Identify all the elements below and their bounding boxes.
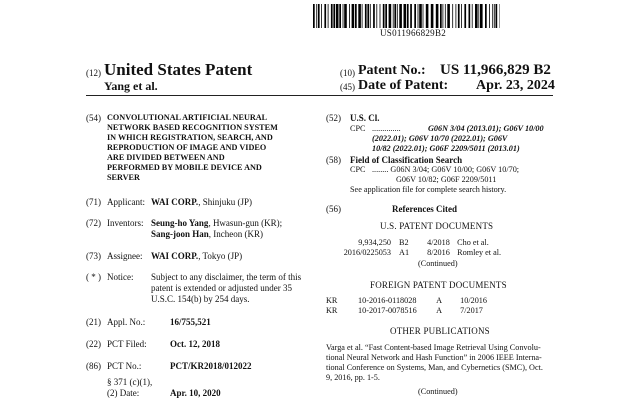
patent-no: US 11,966,829 B2 [440, 62, 551, 78]
barcode-bar [404, 4, 407, 28]
barcode-bar [321, 4, 322, 28]
barcode-bar [313, 4, 315, 28]
pct-no-label: PCT No.: [107, 361, 142, 371]
field-line-3: See application file for complete search history. [350, 185, 507, 194]
barcode-bar [380, 4, 381, 28]
barcode-bar [494, 4, 495, 28]
us-doc-kind: B2 [399, 238, 409, 247]
other-pub-line: tional Conference on Systems, Man, and Cybernetics (SMC), Oct. [326, 363, 543, 372]
assignee-code: (73) [86, 251, 101, 261]
cpc-dots: .............. [372, 124, 401, 133]
applicant-code: (71) [86, 197, 101, 207]
assignee-location: , Tokyo (JP) [198, 251, 243, 261]
us-doc-name: Cho et al. [457, 238, 489, 247]
us-doc-kind: A1 [399, 248, 410, 257]
barcode-text: US011966829B2 [380, 28, 447, 38]
barcode-bar [355, 4, 357, 28]
patent-barcode [313, 4, 500, 28]
cpc-label: CPC [350, 124, 366, 133]
barcode-bar [440, 4, 442, 28]
code-12: (12) [86, 68, 101, 78]
barcode-bar [414, 4, 416, 28]
barcode-bar [373, 4, 375, 28]
foreign-doc-country: KR [326, 306, 338, 315]
barcode-bar [394, 4, 396, 28]
foreign-doc-date: 10/2016 [460, 296, 487, 305]
assignee-name: WAI CORP. [151, 251, 199, 261]
barcode-bar [461, 4, 462, 28]
barcode-bar [475, 4, 478, 28]
barcode-bar [331, 4, 333, 28]
pct-filed-value: Oct. 12, 2018 [170, 339, 220, 349]
title-code: (54) [86, 113, 101, 123]
other-pub-line: 9, 2016, pp. 1-5. [326, 373, 380, 382]
notice-line: patent is extended or adjusted under 35 [151, 283, 292, 293]
assignee-entry [151, 251, 242, 262]
applicant-label: Applicant: [107, 197, 145, 207]
inventor-2-location: , Incheon (KR) [208, 229, 264, 239]
us-doc-row [339, 248, 501, 258]
foreign-doc-kind: A [436, 306, 443, 315]
barcode-bar [349, 4, 350, 28]
applicant-location: , Shinjuku (JP) [198, 197, 252, 207]
barcode-bar [389, 4, 392, 28]
foreign-doc-number: 10-2016-0118028 [358, 296, 417, 305]
barcode-bar [397, 4, 398, 28]
inventor-1-name: Seung-ho Yang [151, 218, 209, 228]
notice-code: ( * ) [86, 272, 101, 282]
title-line: NETWORK BASED RECOGNITION SYSTEM [107, 123, 278, 132]
code-10: (10) [340, 68, 355, 78]
barcode-bar [458, 4, 460, 28]
s371-value: Apr. 10, 2020 [170, 388, 221, 398]
barcode-bar [426, 4, 429, 28]
us-doc-name: Romley et al. [457, 248, 502, 257]
barcode-bar [469, 4, 471, 28]
barcode-bar [344, 4, 347, 28]
barcode-bar [376, 4, 377, 28]
barcode-bar [431, 4, 434, 28]
cpc-line-1: G06N 3/04 (2013.01); G06V 10/00 [428, 124, 544, 133]
continued-1: (Continued) [418, 259, 458, 268]
barcode-bar [358, 4, 361, 28]
barcode-bar [383, 4, 385, 28]
foreign-doc-row [326, 296, 487, 306]
pct-no-code: (86) [86, 361, 101, 371]
barcode-bar [339, 4, 341, 28]
barcode-bar [418, 4, 419, 28]
other-pubs-text [326, 343, 543, 383]
applicant-name: WAI CORP. [151, 197, 199, 207]
barcode-bar [407, 4, 409, 28]
barcode-bar [365, 4, 367, 28]
us-doc-date: 8/2016 [427, 248, 450, 257]
cpc-line-2: (2022.01); G06V 10/70 (2022.01); G06V [372, 134, 508, 143]
barcode-bar [324, 4, 326, 28]
inventor-2 [151, 229, 263, 240]
other-pubs-title: OTHER PUBLICATIONS [390, 326, 490, 336]
barcode-bar [393, 4, 394, 28]
barcode-bar [318, 4, 320, 28]
foreign-docs-title: FOREIGN PATENT DOCUMENTS [370, 280, 507, 290]
code-45: (45) [340, 82, 355, 92]
barcode-bar [489, 4, 490, 28]
pct-filed-label: PCT Filed: [107, 339, 147, 349]
pct-filed-code: (22) [86, 339, 101, 349]
barcode-bar [472, 4, 473, 28]
ref-code: (56) [326, 204, 341, 214]
field-code: (58) [326, 155, 341, 165]
foreign-doc-country: KR [326, 296, 338, 305]
barcode-bar [419, 4, 422, 28]
country-title: United States Patent [104, 60, 253, 79]
appl-value: 16/755,521 [170, 317, 211, 327]
foreign-doc-kind: A [436, 296, 443, 305]
barcode-bar [343, 4, 344, 28]
barcode-bar [336, 4, 339, 28]
inventor-1-location: , Hwasun-gun (KR); [208, 218, 283, 228]
notice-label: Notice: [107, 272, 134, 282]
invention-title [107, 113, 278, 183]
other-pub-line: Varga et al. “Fast Content-based Image Retrieval Using Convolu- [326, 343, 541, 352]
barcode-bar [385, 4, 387, 28]
title-line: PERFORMED BY MOBILE DEVICE AND [107, 163, 262, 172]
barcode-bar [367, 4, 369, 28]
barcode-bar [492, 4, 493, 28]
barcode-bar [328, 4, 329, 28]
us-doc-number: 2016/0225053 [343, 248, 391, 257]
barcode-bar [316, 4, 317, 28]
notice-line: U.S.C. 154(b) by 254 days. [151, 294, 250, 304]
title-line: REPRODUCTION OF IMAGE AND VIDEO [107, 143, 267, 152]
barcode-bar [436, 4, 439, 28]
continued-2: (Continued) [418, 387, 458, 396]
barcode-bar [456, 4, 457, 28]
ref-title: References Cited [392, 204, 458, 214]
uscl-code: (52) [326, 113, 341, 123]
notice-text [151, 272, 301, 305]
field-line-2: G06V 10/82; G06F 2209/5011 [396, 175, 497, 184]
patent-no-label: Patent No.: [358, 63, 426, 78]
barcode-bar [478, 4, 479, 28]
us-doc-row [339, 238, 489, 248]
title-line: SERVER [107, 173, 140, 182]
inventor-2-name: Sang-joon Han [151, 229, 209, 239]
inventor-short: Yang et al. [104, 79, 158, 93]
barcode-bar [480, 4, 483, 28]
header-rule [86, 95, 553, 96]
s371-line-2: (2) Date: [107, 388, 140, 398]
pct-no-value: PCT/KR2018/012022 [170, 361, 252, 371]
foreign-doc-row [326, 306, 483, 316]
us-docs-title: U.S. PATENT DOCUMENTS [380, 221, 494, 231]
cpc-line-3: 10/82 (2022.01); G06F 2209/5011 (2013.01) [372, 144, 520, 153]
barcode-bar [464, 4, 466, 28]
inventors-label: Inventors: [107, 218, 144, 228]
barcode-bar [485, 4, 487, 28]
barcode-bar [443, 4, 444, 28]
barcode-bar [410, 4, 412, 28]
barcode-bar [370, 4, 371, 28]
field-label: Field of Classification Search [350, 155, 463, 165]
notice-line: Subject to any disclaimer, the term of this [151, 272, 302, 282]
inventor-1 [151, 218, 282, 229]
assignee-label: Assignee: [107, 251, 143, 261]
date-label: Date of Patent: [358, 78, 449, 93]
title-line: ARE DIVIDED BETWEEN AND [107, 153, 225, 162]
uscl-label: U.S. Cl. [350, 113, 380, 123]
date-value: Apr. 23, 2024 [476, 78, 555, 93]
foreign-doc-number: 10-2017-0078516 [358, 306, 417, 315]
field-cpc-label: CPC [350, 165, 366, 174]
barcode-bar [496, 4, 498, 28]
us-doc-date: 4/2018 [427, 238, 450, 247]
barcode-bar [362, 4, 363, 28]
inventors-code: (72) [86, 218, 101, 228]
barcode-bar [399, 4, 402, 28]
appl-label: Appl. No.: [107, 317, 146, 327]
field-line-1: ........ G06N 3/04; G06V 10/00; G06V 10/70; [372, 165, 520, 174]
title-line: IN WHICH REGISTRATION, SEARCH, AND [107, 133, 273, 142]
appl-code: (21) [86, 317, 101, 327]
s371-line-1: § 371 (c)(1), [107, 377, 153, 387]
us-doc-number: 9,934,250 [358, 238, 391, 247]
barcode-bar [447, 4, 450, 28]
barcode-bar [333, 4, 335, 28]
other-pub-line: tional Neural Network and Hash Function” in 2006 IEEE Interna- [326, 353, 542, 362]
applicant-entry [151, 197, 252, 208]
title-line: CONVOLUTIONAL ARTIFICIAL NEURAL [107, 113, 268, 122]
foreign-doc-date: 7/2017 [460, 306, 483, 315]
barcode-bar [452, 4, 453, 28]
barcode-bar [445, 4, 446, 28]
barcode-bar [423, 4, 424, 28]
barcode-bar [352, 4, 355, 28]
